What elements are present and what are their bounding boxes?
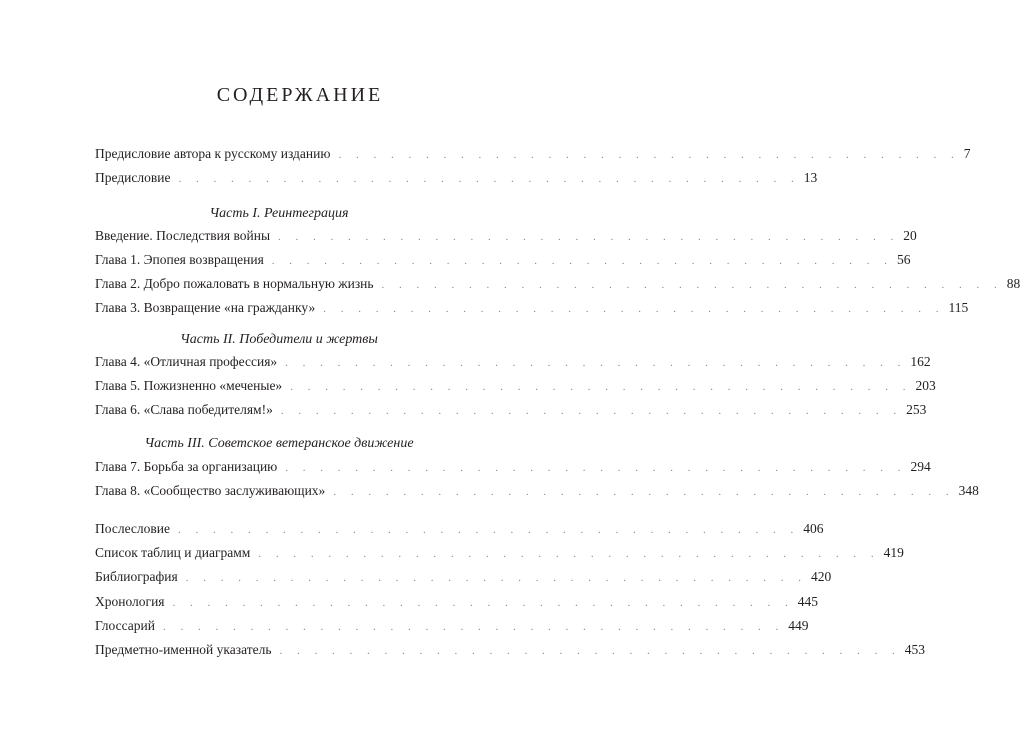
toc-entry-page: 420	[810, 569, 832, 584]
toc-entry[interactable]	[95, 457, 931, 477]
toc-entry-page: 13	[803, 170, 818, 185]
dot-leader: . . . . . . . . . . . . . . . . . . . . . . . . . . . . . . . . . . . .	[278, 231, 900, 243]
dot-leader: . . . . . . . . . . . . . . . . . . . . . . . . . . . . . . . . . . . .	[178, 173, 800, 185]
toc-entry-label: Введение. Последствия войны	[95, 228, 271, 243]
toc-entry-label: Глава 6. «Слава победителям!»	[95, 402, 273, 417]
toc-entry-page: 419	[883, 545, 904, 560]
toc-entry[interactable]	[95, 144, 971, 164]
part-heading: Часть II. Победители и жертвы	[180, 332, 378, 347]
page-title: СОДЕРЖАНИЕ	[216, 84, 384, 106]
dot-leader: . . . . . . . . . . . . . . . . . . . . . . . . . . . . . . . . . . . .	[271, 255, 894, 267]
toc-entry-label: Глава 8. «Сообщество заслуживающих»	[95, 483, 326, 498]
toc-entry[interactable]	[95, 352, 931, 372]
part-heading: Часть III. Советское ветеранское движение	[144, 436, 414, 451]
toc-entry[interactable]	[95, 250, 911, 270]
toc-entry[interactable]	[95, 168, 818, 188]
toc-entry-label: Глава 7. Борьба за организацию	[95, 459, 278, 474]
toc-entry-label: Глава 4. «Отличная профессия»	[95, 354, 278, 369]
toc-entry[interactable]	[95, 640, 926, 660]
toc-entry-page: 203	[915, 378, 936, 393]
toc-entry-label: Послесловие	[95, 521, 170, 536]
toc-entry[interactable]	[95, 592, 819, 612]
toc-entry[interactable]	[95, 567, 832, 587]
toc-entry-page: 445	[797, 594, 819, 609]
toc-entry-page: 7	[963, 146, 971, 161]
toc-entry[interactable]	[95, 400, 927, 420]
toc-entry-page: 88	[1006, 276, 1020, 291]
toc-entry-page: 253	[906, 402, 927, 417]
toc-entry[interactable]	[95, 481, 979, 501]
dot-leader: . . . . . . . . . . . . . . . . . . . . . . . . . . . . . . . . . . . .	[279, 645, 901, 657]
dot-leader: . . . . . . . . . . . . . . . . . . . . . . . . . . . . . . . . . . . .	[177, 524, 800, 536]
toc-entry-label: Предисловие автора к русскому изданию	[95, 146, 331, 161]
toc-entry[interactable]	[95, 543, 904, 563]
toc-entry[interactable]	[95, 226, 917, 246]
toc-entry-page: 294	[910, 459, 931, 474]
toc-entry-label: Глоссарий	[95, 618, 155, 633]
dot-leader: . . . . . . . . . . . . . . . . . . . . . . . . . . . . . . . . . . . .	[338, 149, 960, 161]
toc-entry-page: 348	[958, 483, 979, 498]
toc-entry-page: 449	[788, 618, 809, 633]
toc-entry[interactable]	[95, 274, 1020, 294]
toc-entry[interactable]	[95, 298, 969, 318]
toc-entry[interactable]	[95, 616, 809, 636]
toc-entry-page: 453	[904, 642, 926, 657]
toc-entry[interactable]	[95, 376, 936, 396]
toc-entry-label: Глава 5. Пожизненно «меченые»	[95, 378, 283, 393]
toc-entry-page: 56	[897, 252, 911, 267]
toc-entry[interactable]	[95, 519, 824, 539]
dot-leader: . . . . . . . . . . . . . . . . . . . . . . . . . . . . . . . . . . . .	[381, 279, 1003, 291]
dot-leader: . . . . . . . . . . . . . . . . . . . . . . . . . . . . . . . . . . . .	[290, 381, 912, 393]
toc-entry-label: Хронология	[95, 594, 165, 609]
toc-entry-label: Предисловие	[95, 170, 171, 185]
toc-entry-label: Глава 1. Эпопея возвращения	[95, 252, 264, 267]
dot-leader: . . . . . . . . . . . . . . . . . . . . . . . . . . . . . . . . . . . .	[285, 462, 907, 474]
toc-entry-label: Глава 3. Возвращение «на гражданку»	[95, 300, 316, 315]
toc-entry-label: Список таблиц и диаграмм	[95, 545, 251, 560]
dot-leader: . . . . . . . . . . . . . . . . . . . . . . . . . . . . . . . . . . . .	[285, 357, 907, 369]
dot-leader: . . . . . . . . . . . . . . . . . . . . . . . . . . . . . . . . . . . .	[162, 621, 785, 633]
toc-entry-label: Глава 2. Добро пожаловать в нормальную жизнь	[95, 276, 374, 291]
dot-leader: . . . . . . . . . . . . . . . . . . . . . . . . . . . . . . . . . . . .	[280, 405, 903, 417]
toc-entry-label: Библиография	[95, 569, 178, 584]
toc-entry-page: 20	[903, 228, 917, 243]
toc-entry-page: 406	[803, 521, 824, 536]
toc-entry-page: 162	[910, 354, 931, 369]
part-heading: Часть I. Реинтеграция	[209, 206, 349, 221]
dot-leader: . . . . . . . . . . . . . . . . . . . . . . . . . . . . . . . . . . . .	[185, 572, 807, 584]
toc-entry-page: 115	[948, 300, 969, 315]
dot-leader: . . . . . . . . . . . . . . . . . . . . . . . . . . . . . . . . . . . .	[258, 548, 880, 560]
dot-leader: . . . . . . . . . . . . . . . . . . . . . . . . . . . . . . . . . . . .	[323, 303, 945, 315]
toc-entry-label: Предметно-именной указатель	[95, 642, 272, 657]
dot-leader: . . . . . . . . . . . . . . . . . . . . . . . . . . . . . . . . . . . .	[333, 486, 955, 498]
dot-leader: . . . . . . . . . . . . . . . . . . . . . . . . . . . . . . . . . . . .	[172, 597, 794, 609]
